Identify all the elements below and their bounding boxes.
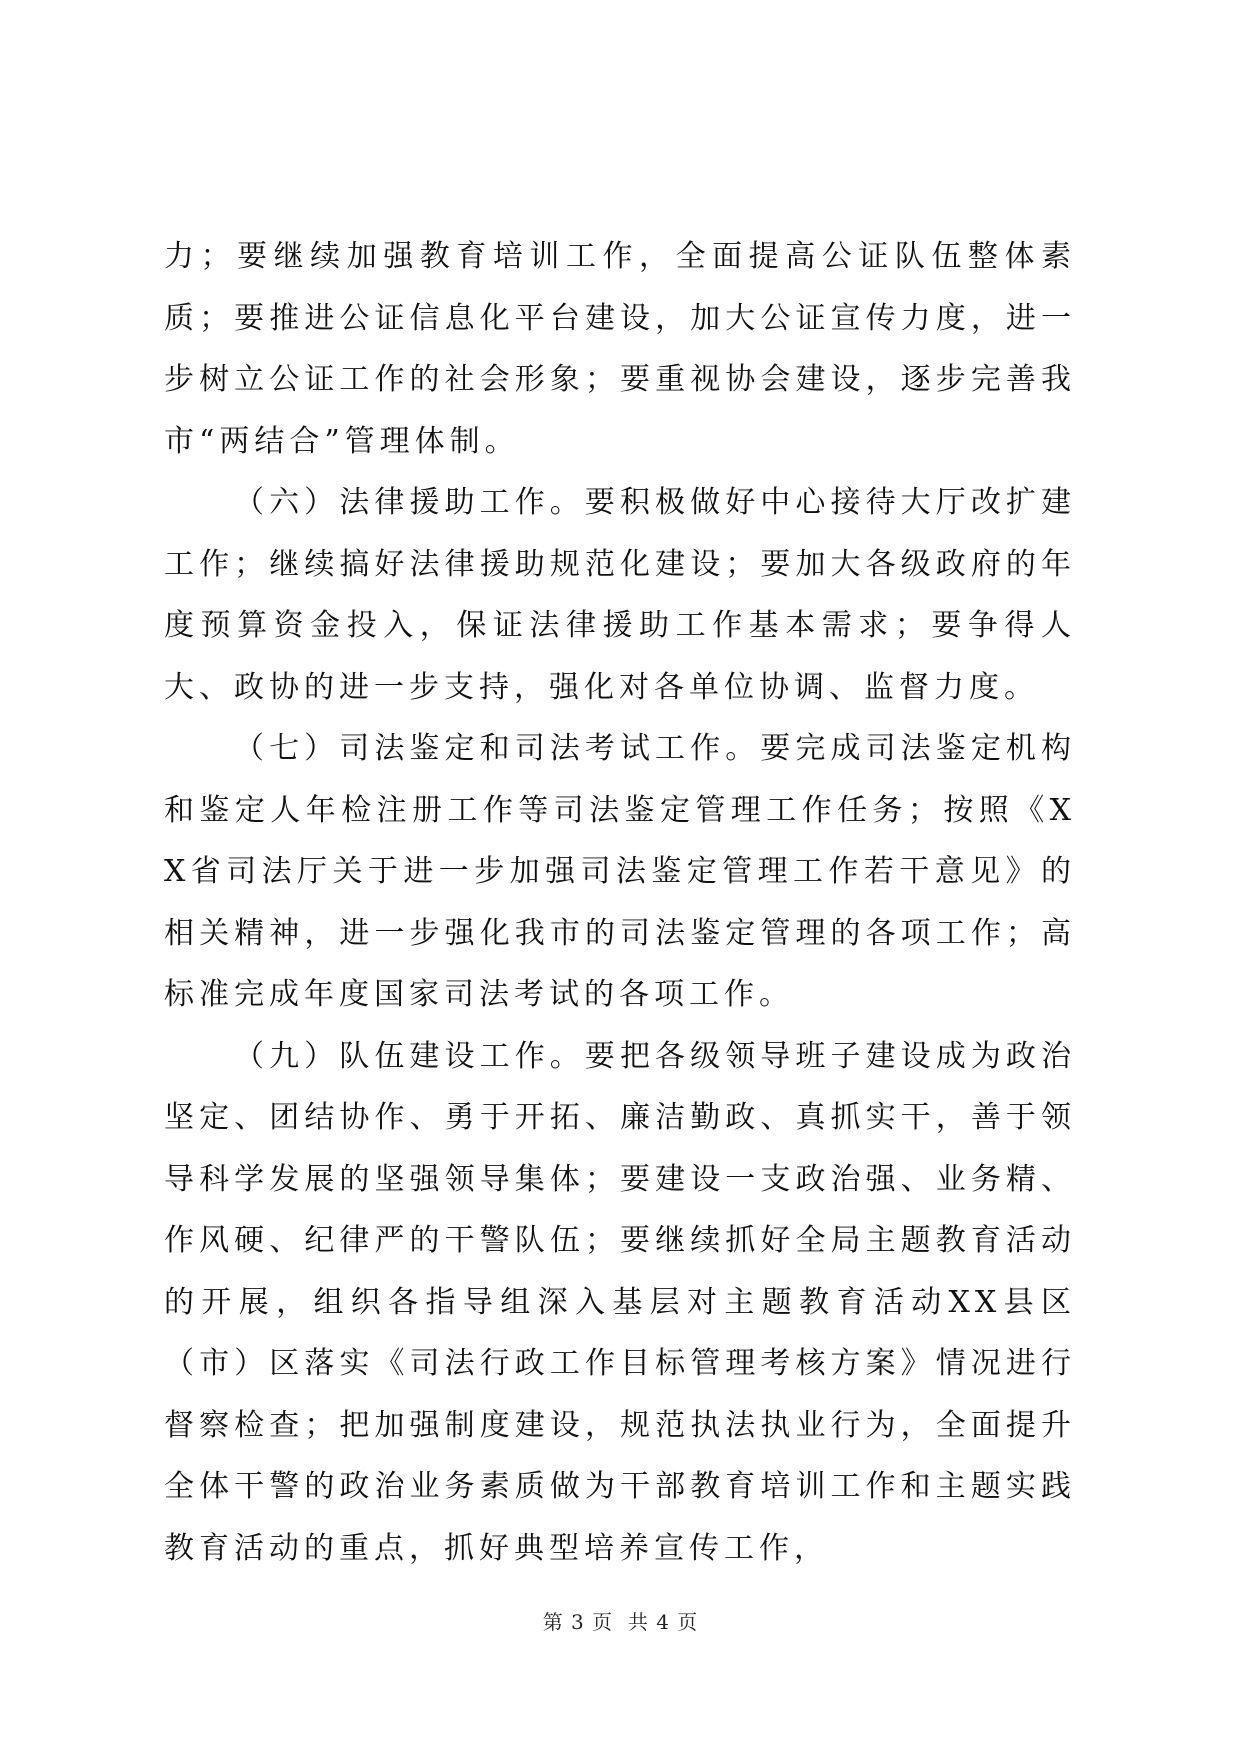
page-number-label: 第 3 页 共 4 页 <box>542 1610 699 1634</box>
paragraph-4: （九）队伍建设工作。要把各级领导班子建设成为政治坚定、团结协作、勇于开拓、廉洁勤政、真抓实干，善于领导科学发展的坚强领导集体；要建设一支政治强、业务精、作风硬、纪律严的干警队伍；要继续抓好全局主题教育活动的开展，组织各指导组深入基层对主题教育活动XX县区（市）区落实《司法行政工作目标管理考核方案》情况进行督察检查；把加强制度建设，规范执法执业行为，全面提升全体干警的政治业务素质做为干部教育培训工作和主题实践教育活动的重点，抓好典型培养宣传工作， <box>164 1038 1076 1566</box>
document-body <box>164 226 1076 1579</box>
page-footer <box>0 1606 1241 1635</box>
paragraph-3: （七）司法鉴定和司法考试工作。要完成司法鉴定机构和鉴定人年检注册工作等司法鉴定管理工作任务；按照《XX省司法厅关于进一步加强司法鉴定管理工作若干意见》的相关精神，进一步强化我市的司法鉴定管理的各项工作；高标准完成年度国家司法考试的各项工作。 <box>164 731 1076 1012</box>
paragraph-2: （六）法律援助工作。要积极做好中心接待大厅改扩建工作；继续搞好法律援助规范化建设；要加大各级政府的年度预算资金投入，保证法律援助工作基本需求；要争得人大、政协的进一步支持，强化对各单位协调、监督力度。 <box>164 485 1076 705</box>
paragraph-1: 力；要继续加强教育培训工作，全面提高公证队伍整体素质；要推进公证信息化平台建设，加大公证宣传力度，进一步树立公证工作的社会形象；要重视协会建设，逐步完善我市“两结合”管理体制。 <box>164 239 1076 459</box>
